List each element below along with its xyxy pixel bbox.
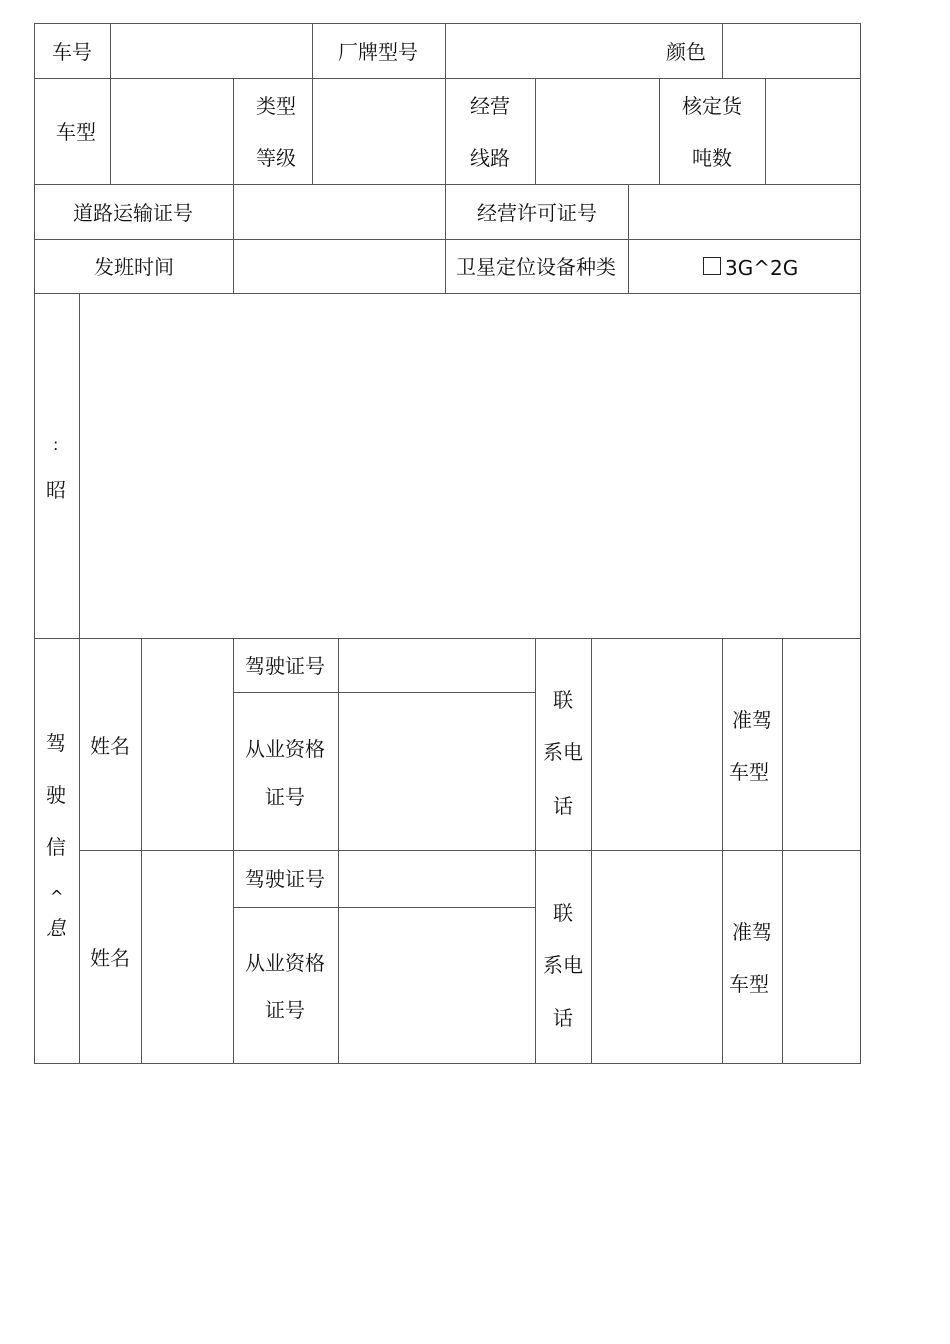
- driver-info-side-label-5: 息: [46, 916, 66, 940]
- driver2-permitted-type-label-line1: 准驾: [732, 920, 772, 944]
- driver2-phone-label-line2: 系电: [543, 953, 583, 977]
- driver2-phone-label-line3: 话: [553, 1006, 573, 1030]
- business-route-label-line1: 经营: [470, 94, 510, 118]
- driver2-license-field[interactable]: [339, 851, 535, 907]
- driver-col-7: [722, 638, 723, 1063]
- gps-device-checkbox[interactable]: [703, 257, 721, 275]
- driver1-qualification-label-line2: 证号: [265, 785, 305, 809]
- driver1-permitted-type-label-line2: 车型: [729, 760, 769, 784]
- color-label: 颜色: [666, 40, 706, 64]
- type-grade-label-line2: 等级: [256, 146, 296, 170]
- driver1-phone-label-line3: 话: [553, 794, 573, 818]
- car-type-field[interactable]: [111, 79, 233, 184]
- row2-col-2: [233, 78, 234, 184]
- driver1-name-label: 姓名: [90, 734, 130, 758]
- driver1-phone-label-line1: 联: [553, 688, 573, 712]
- driver2-permitted-type-field[interactable]: [783, 851, 860, 1063]
- departure-time-label: 发班时间: [94, 255, 174, 279]
- driver2-phone-label-line1: 联: [553, 901, 573, 925]
- driver-info-side-label-3: 信: [46, 835, 66, 859]
- driver2-name-label: 姓名: [90, 946, 130, 970]
- business-license-label: 经营许可证号: [477, 201, 597, 225]
- driver2-phone-field[interactable]: [592, 851, 722, 1063]
- driver1-name-field[interactable]: [142, 639, 233, 850]
- business-route-field[interactable]: [536, 79, 659, 184]
- driver-info-side-label-4: ^: [50, 887, 64, 906]
- row2-col-6: [659, 78, 660, 184]
- row34-col-2: [445, 184, 446, 293]
- row-divider-3: [34, 239, 861, 240]
- driver1-license-label: 驾驶证号: [245, 654, 325, 678]
- gps-device-label: 卫星定位设备种类: [456, 255, 616, 279]
- driver-info-side-label-1: 驾: [46, 731, 66, 755]
- driver1-qualification-label-line1: 从业资格: [245, 737, 325, 761]
- driver1-license-field[interactable]: [339, 639, 535, 692]
- row2-col-4: [445, 78, 446, 184]
- photo-label: 昭: [46, 478, 66, 502]
- car-no-field[interactable]: [111, 24, 312, 78]
- driver2-name-field[interactable]: [142, 851, 233, 1063]
- form-border-bottom: [34, 1063, 861, 1064]
- gps-device-option: 3G^2G: [725, 256, 799, 280]
- driver1-phone-field[interactable]: [592, 639, 722, 850]
- tonnage-field[interactable]: [766, 79, 860, 184]
- driver2-qualification-field[interactable]: [339, 908, 535, 1063]
- type-grade-field[interactable]: [313, 79, 445, 184]
- driver1-permitted-type-label-line1: 准驾: [732, 708, 772, 732]
- tonnage-label-line2: 吨数: [692, 146, 732, 170]
- vehicle-registration-form: [34, 23, 861, 1064]
- form-border-left: [34, 23, 35, 1064]
- driver-col-5: [535, 638, 536, 1063]
- photo-area[interactable]: [80, 294, 860, 638]
- road-transport-cert-label: 道路运输证号: [73, 201, 193, 225]
- driver1-permitted-type-field[interactable]: [783, 639, 860, 850]
- car-no-label: 车号: [52, 40, 92, 64]
- business-route-label-line2: 线路: [470, 146, 510, 170]
- driver-col-1: [79, 638, 80, 1063]
- driver2-qualification-label-line2: 证号: [265, 998, 305, 1022]
- color-field[interactable]: [723, 24, 860, 78]
- car-type-label: 车型: [56, 120, 96, 144]
- row1-col-2: [312, 23, 313, 78]
- photo-mark: :: [53, 435, 59, 454]
- form-border-right: [860, 23, 861, 1064]
- driver-info-side-label-2: 驶: [46, 783, 66, 807]
- driver2-license-label: 驾驶证号: [245, 867, 325, 891]
- road-transport-cert-field[interactable]: [234, 185, 445, 239]
- type-grade-label-line1: 类型: [256, 94, 296, 118]
- tonnage-label-line1: 核定货: [682, 94, 742, 118]
- driver2-qualification-label-line1: 从业资格: [245, 951, 325, 975]
- departure-time-field[interactable]: [234, 240, 445, 293]
- driver-col-3: [233, 638, 234, 1063]
- business-license-field[interactable]: [629, 185, 860, 239]
- driver2-permitted-type-label-line2: 车型: [729, 972, 769, 996]
- driver1-qualification-field[interactable]: [339, 693, 535, 850]
- brand-model-label: 厂牌型号: [338, 40, 418, 64]
- brand-model-field[interactable]: [446, 24, 656, 78]
- driver1-phone-label-line2: 系电: [543, 740, 583, 764]
